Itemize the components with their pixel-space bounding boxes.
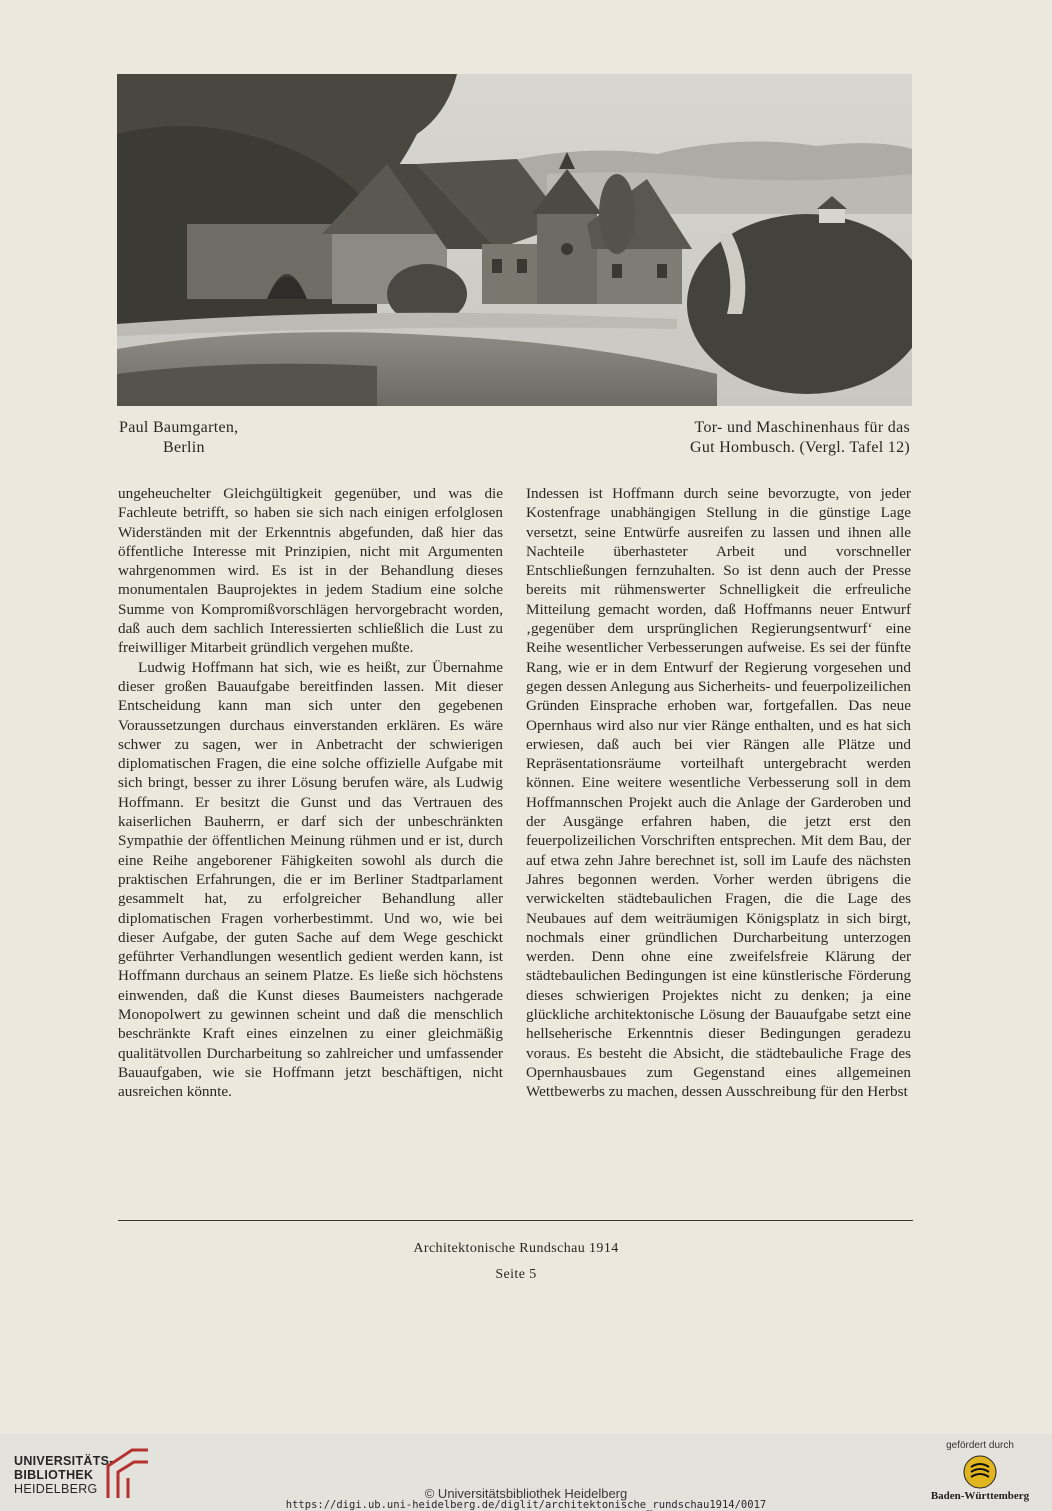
photo-caption-title <box>690 418 910 458</box>
permalink-url[interactable]: https://digi.ub.uni-heidelberg.de/diglit/architektonische_rundschau1914/0017 <box>285 1499 767 1511</box>
caption-title-line-2: Gut Hombusch. (Vergl. Tafel 12) <box>690 439 910 456</box>
journal-title: Architektonische Rundschau 1914 <box>413 1241 619 1256</box>
state-coat-of-arms-icon <box>963 1455 997 1489</box>
photo-caption-author <box>119 418 238 458</box>
copyright-notice: © Universitätsbibliothek Heidelberg <box>424 1486 628 1501</box>
paragraph: Ludwig Hoffmann hat sich, wie es heißt, zur Übernahme dieser großen Bauaufgabe bereitfinden lassen. Mit dieser Entscheidung kann man sich unter den gegebenen Voraussetzungen durchaus einverstanden erklären. Es wäre schwer zu sagen, wer in Anbetracht der schwierigen diplomatischen Fragen, die eine solche offizielle Aufgabe mit sich bringt, besser zu ihrer Lösung berufen wäre, als Ludwig Hoffmann. Er besitzt die Gunst und das Vertrauen des kaiserlichen Bauherrn, er darf sich der unbeschränkten Sympathie der öffentlichen Meinung rühmen und er ist, durch eine Reihe angeborener Fähigkeiten sowohl als durch die praktischen Erfahrungen, die er im Berliner Stadtparlament gesammelt hat, zu erfolgreicher Behandlung aller diplomatischen Fragen vorherbestimmt. Und wo, wie bei dieser Aufgabe, der guten Sache auf dem Wege geschickt geführter Verhandlungen wesentlich gedient werden kann, ist Hoffmann durchaus an seinem Platze. Es ließe sich höchstens einwenden, daß die Kunst dieses Baumeisters nachgerade Monopolwert zu gewinnen scheint und daß die menschlich beschränkte Kraft eines einzelnen zu einer gleichmäßig qualitätvollen Durcharbeitung so zahlreicher und umfassender Bauaufgaben, wie sie Hoffmann jetzt beschäftigen, nicht ausreichen könnte. <box>118 658 503 1101</box>
sponsor-label: gefördert durch <box>946 1440 1014 1451</box>
text-column-right <box>526 484 911 1102</box>
caption-author-city: Berlin <box>163 439 205 456</box>
caption-author-name: Paul Baumgarten, <box>119 419 239 436</box>
building-photograph <box>117 74 912 406</box>
paragraph: ungeheuchelter Gleichgültigkeit gegenüber, und was die Fachleute betrifft, so haben sie sich nach einigen erfolglosen Widerständen mit der Erkenntnis abgefunden, daß hier das öffentliche Interesse mit Prinzipien, nicht mit Argumenten wahrgenommen wird. Es ist in der Behandlung dieses monumentalen Bauprojektes in jedem Stadium eine solche Summe von Kompromißvorschlägen hervorgebracht worden, daß auch dem sachlich Interessierten schließlich die Lust zu freiwilliger Mitarbeit gründlich vergehen mußte. <box>118 485 503 657</box>
sponsor-block[interactable] <box>920 1440 1040 1502</box>
page-number: Seite 5 <box>495 1267 537 1282</box>
library-name-line-1: UNIVERSITÄTS- <box>14 1454 114 1468</box>
photo-illustration <box>117 74 912 406</box>
footer-divider <box>118 1220 913 1221</box>
sponsor-name: Baden-Württemberg <box>930 1490 1030 1502</box>
caption-title-line-1: Tor- und Maschinenhaus für das <box>694 419 910 436</box>
text-column-left <box>118 484 503 1102</box>
library-name-line-3: HEIDELBERG <box>14 1482 98 1496</box>
digitization-bar <box>0 1434 1052 1511</box>
library-name-line-2: BIBLIOTHEK <box>14 1468 94 1482</box>
paragraph: Indessen ist Hoffmann durch seine bevorzugte, von jeder Kostenfrage unabhängigen Stellung in die günstige Lage versetzt, seine Entwürfe ausreifen zu lassen und ihnen alle Nachteile überhasteter Arbeit und vorschneller Entschließungen fernzuhalten. So ist denn auch der Presse bereits mit rühmenswerter Schnelligkeit die erfreuliche Mitteilung gemacht worden, daß Hoffmanns neuer Entwurf ‚gegenüber dem ursprünglichen Regierungsentwurf‘ eine Reihe wesentlicher Verbesserungen aufweise. Es sei der fünfte Rang, wie er in dem Entwurf der Regierung vorgesehen und gegen dessen Anlegung aus Sicherheits- und feuerpolizeilichen Gründen Einsprache erhoben war, fortgefallen. Das neue Opernhaus wird also nur vier Ränge enthalten, und es hat sich erwiesen, daß auch bei vier Rängen alle Plätze und Repräsentationsräume vorteilhaft untergebracht werden können. Eine weitere wesentliche Verbesserung soll in dem Hoffmannschen Projekt auch die Anlage der Garderoben und der Ausgänge erfahren haben, die jetzt erst den feuerpolizeilichen Vorschriften entsprechen. Mit dem Bau, der auf etwa zehn Jahre berechnet ist, soll im Laufe des nächsten Jahres begonnen werden. Vorher werden übrigens die verwickelten städtebaulichen Fragen, die die Lage des Neubaues auf dem weiträumigen Königsplatz in sich birgt, nochmals einer gründlichen Durcharbeitung unterzogen werden. Denn ohne eine zweifelsfreie Klärung der städtebaulichen Bedingungen ist eine künstlerische Förderung dieses schwierigen Projektes nicht zu denken; ja eine glückliche architektonische Lösung der Bauaufgabe setzt eine hellseherische Erkenntnis dieser Bedingungen geradezu voraus. Es besteht die Absicht, die städtebauliche Frage des Opernhausbaues zum Gegenstand eines allgemeinen Wettbewerbs zu machen, dessen Ausschreibung für den Herbst <box>526 485 911 1101</box>
